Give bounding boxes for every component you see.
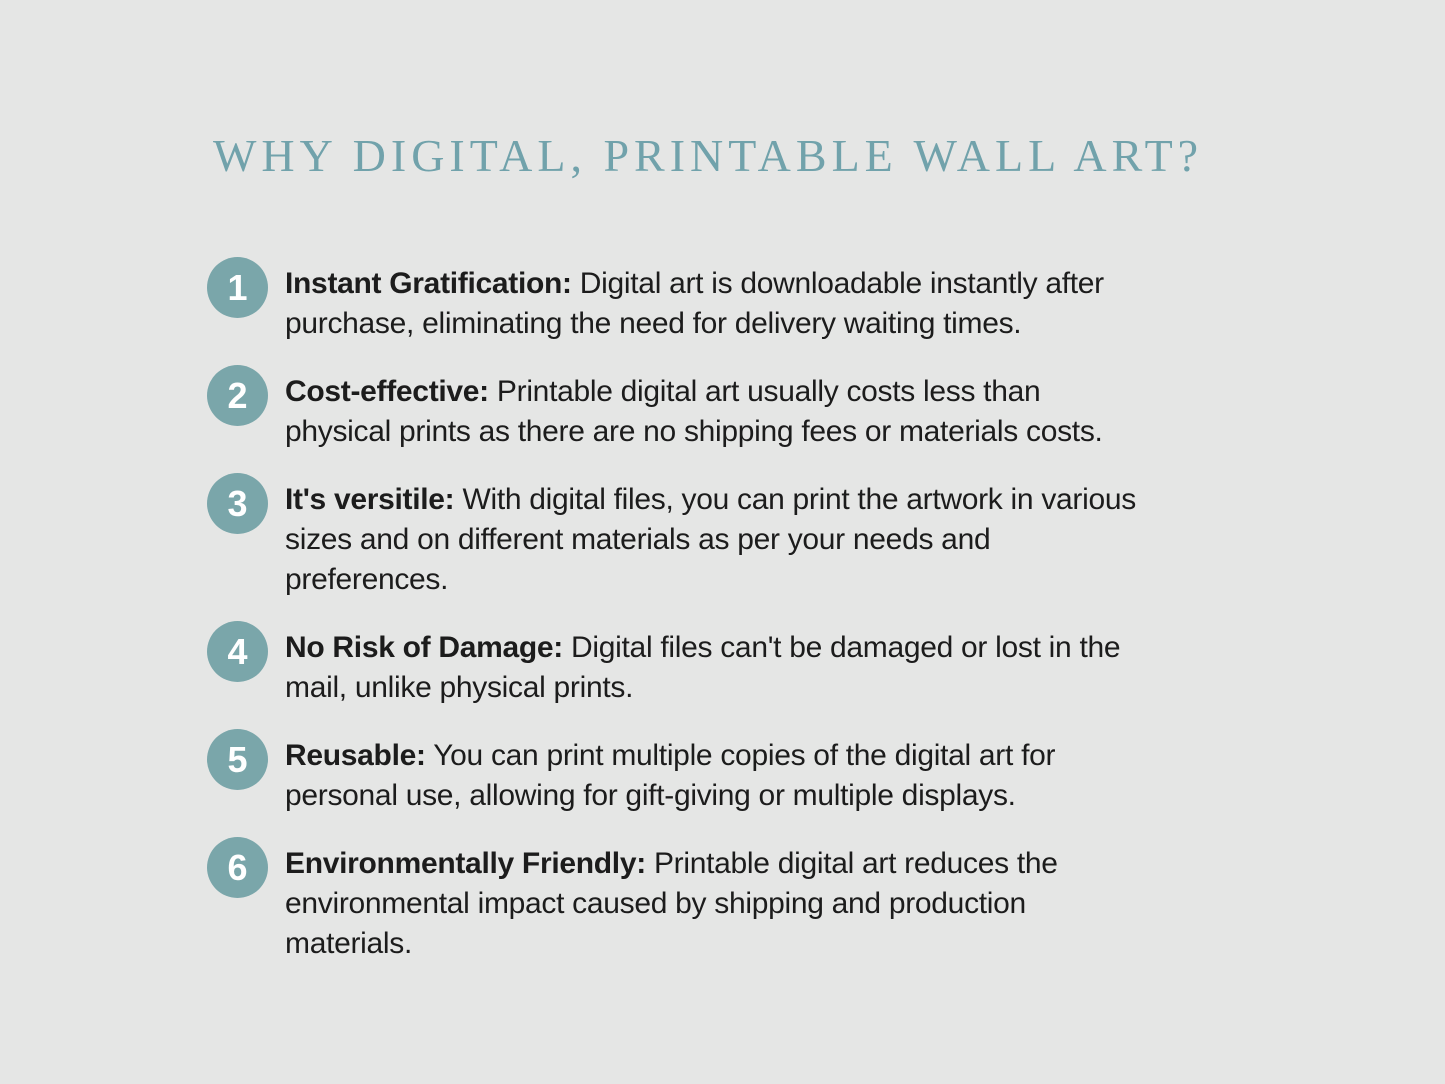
list-item bbox=[207, 372, 1445, 452]
item-number: 2 bbox=[227, 374, 248, 416]
item-text-line bbox=[285, 628, 1120, 668]
item-text bbox=[285, 844, 1058, 964]
item-lead-label: Environmentally Friendly: bbox=[285, 847, 646, 880]
item-description: Printable digital art reduces the bbox=[653, 847, 1058, 880]
item-text-line bbox=[285, 844, 1058, 884]
item-text-line bbox=[285, 372, 1103, 412]
list-item bbox=[207, 480, 1445, 600]
item-text-line bbox=[285, 480, 1136, 520]
item-lead-label: Reusable: bbox=[285, 739, 426, 772]
item-text-line: sizes and on different materials as per your needs and bbox=[285, 523, 991, 556]
item-description: Digital files can't be damaged or lost in the bbox=[571, 631, 1121, 664]
item-lead-label: It's versitile: bbox=[285, 483, 455, 516]
item-text bbox=[285, 372, 1103, 452]
item-number-badge bbox=[207, 473, 268, 534]
item-description: Digital art is downloadable instantly after bbox=[579, 267, 1104, 300]
item-text bbox=[285, 736, 1055, 816]
item-text-line: purchase, eliminating the need for delivery waiting times. bbox=[285, 307, 1022, 340]
list-item bbox=[207, 628, 1445, 708]
item-number: 1 bbox=[227, 266, 248, 308]
item-number-badge bbox=[207, 837, 268, 898]
item-text-line bbox=[285, 264, 1104, 304]
item-text-line: environmental impact caused by shipping and production bbox=[285, 887, 1026, 920]
item-description: You can print multiple copies of the digital art for bbox=[433, 739, 1056, 772]
item-lead-label: Cost-effective: bbox=[285, 375, 489, 408]
list-item bbox=[207, 264, 1445, 344]
item-text bbox=[285, 480, 1136, 600]
item-text-line: preferences. bbox=[285, 563, 449, 596]
item-description: With digital files, you can print the artwork in various bbox=[462, 483, 1136, 516]
item-number-badge bbox=[207, 365, 268, 426]
item-text-line bbox=[285, 736, 1055, 776]
item-number-badge bbox=[207, 621, 268, 682]
benefits-list bbox=[207, 264, 1445, 964]
item-text-line: physical prints as there are no shipping fees or materials costs. bbox=[285, 415, 1103, 448]
item-text bbox=[285, 264, 1104, 344]
item-text-line: materials. bbox=[285, 927, 413, 960]
item-number: 6 bbox=[227, 846, 248, 888]
item-description: Printable digital art usually costs less than bbox=[496, 375, 1041, 408]
item-number-badge bbox=[207, 729, 268, 790]
page-title: WHY DIGITAL, PRINTABLE WALL ART? bbox=[213, 130, 1204, 181]
item-number: 4 bbox=[227, 630, 248, 672]
item-lead-label: No Risk of Damage: bbox=[285, 631, 563, 664]
item-lead-label: Instant Gratification: bbox=[285, 267, 572, 300]
item-number-badge bbox=[207, 257, 268, 318]
item-number: 5 bbox=[227, 738, 248, 780]
item-text-line: mail, unlike physical prints. bbox=[285, 671, 634, 704]
list-item bbox=[207, 736, 1445, 816]
list-item bbox=[207, 844, 1445, 964]
item-text-line: personal use, allowing for gift-giving or multiple displays. bbox=[285, 779, 1016, 812]
item-text bbox=[285, 628, 1120, 708]
item-number: 3 bbox=[227, 482, 248, 524]
